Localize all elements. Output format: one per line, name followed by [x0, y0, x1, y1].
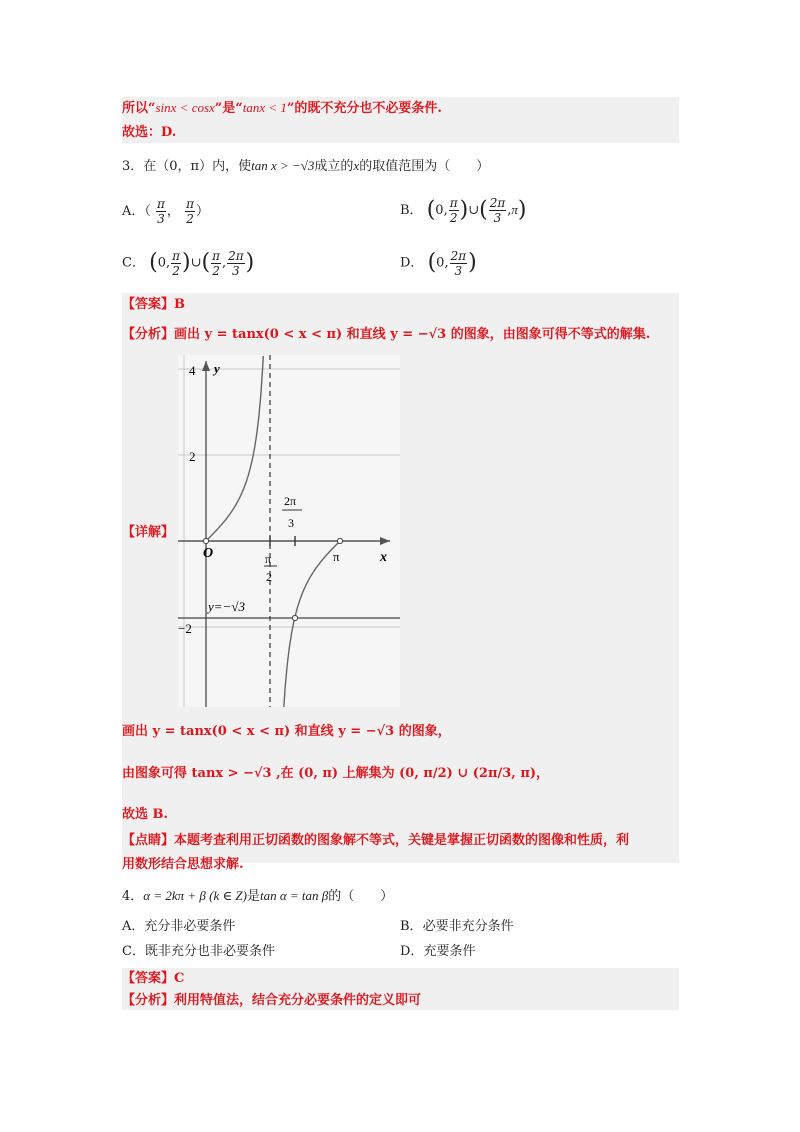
label-two-pi-third-den: 3 [288, 516, 294, 530]
tangent-graph-svg [178, 355, 400, 707]
q3-detail-line2: 由图象可得 tanx > −√3 ,在 (0, π) 上解集为 (0, π/2) ∪ (2π/3, π)， [122, 766, 550, 781]
point-intersection [292, 615, 297, 620]
q3-stem: 3．在（0，π）内，使tan x > −√3成立的x的取值范围为（ ） [122, 158, 490, 174]
q4-option-b[interactable]: B．必要非充分条件 [400, 919, 514, 934]
q3-option-c[interactable]: C． (0, $\frac{\pi}{2}$ )∪( $\frac{\pi}{2}$ , $\frac{2\pi}{3}$ ) [122, 248, 255, 278]
tangent-graph [178, 355, 400, 707]
q4-option-a[interactable]: A．充分非必要条件 [122, 919, 236, 934]
q3-comment-line2: 用数形结合思想求解. [122, 857, 244, 872]
y-axis-arrow [202, 361, 210, 371]
q3-option-b[interactable]: B． (0, $\frac{\pi}{2}$ )∪( $\frac{2\pi}{3}$ ,π) [400, 196, 527, 225]
label-two-pi-third-num: 2π [284, 494, 297, 508]
q4-answer: 【答案】C [122, 971, 185, 986]
q4-option-d[interactable]: D．充要条件 [400, 944, 476, 959]
label-origin: O [203, 546, 214, 561]
label-2: 2 [189, 449, 196, 464]
label-neg2: −2 [178, 621, 192, 636]
prev-conclusion: 所以“sinx < cosx”是“tanx < 1”的既不充分也不必要条件. [122, 100, 442, 116]
point-pi [337, 538, 342, 543]
q3-answer: 【答案】B [122, 297, 185, 312]
label-4: 4 [189, 363, 196, 378]
q4-analysis: 【分析】利用特值法，结合充分必要条件的定义即可 [122, 993, 422, 1008]
label-pi-half-num: π [265, 552, 272, 566]
label-x-axis: x [380, 550, 387, 565]
label-pi: π [333, 549, 340, 564]
prev-choice: 故选：D. [122, 125, 177, 140]
q3-analysis: 【分析】画出 y = tanx(0 < x < π) 和直线 y = −√3 的图象，由图象可得不等式的解集. [122, 327, 651, 342]
point-origin [203, 538, 208, 543]
q4-stem: 4．α = 2kπ + β (k ∈ Z)是tan α = tan β的（ ） [122, 888, 394, 904]
tan-branch-right [283, 541, 340, 707]
q3-detail-line1: 画出 y = tanx(0 < x < π) 和直线 y = −√3 的图象， [122, 724, 451, 739]
label-pi-half-den: 2 [266, 570, 272, 584]
q3-comment-line1: 【点睛】本题考查利用正切函数的图象解不等式，关键是掌握正切函数的图像和性质，利 [122, 833, 630, 848]
label-line-neg-sqrt3: y=−√3 [208, 599, 245, 614]
tan-branch-left [206, 356, 263, 541]
q3-choose: 故选 B. [122, 807, 169, 822]
q3-option-a[interactable]: A．（ $\frac{\pi}{3}$ ， $\frac{\pi}{2}$ ） [122, 197, 209, 226]
q3-detail-label: 【详解】 [122, 525, 175, 540]
q4-option-c[interactable]: C．既非充分也非必要条件 [122, 944, 275, 959]
q3-option-d[interactable]: D． (0, $\frac{2\pi}{3}$ ) [400, 248, 477, 278]
label-y-axis: y [214, 361, 220, 376]
x-axis-arrow [380, 537, 390, 545]
